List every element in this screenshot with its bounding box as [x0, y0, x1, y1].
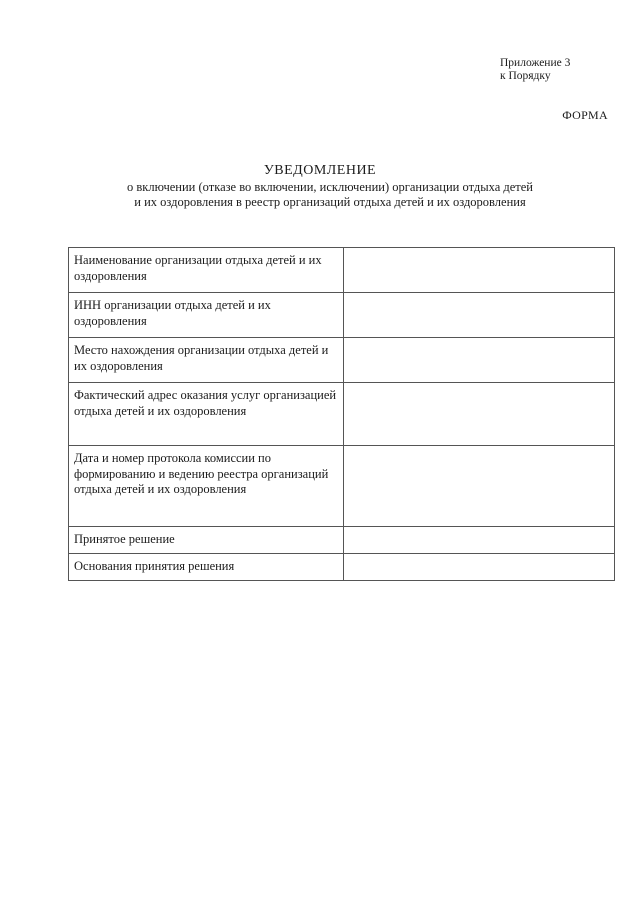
row-value-grounds [344, 554, 615, 581]
subtitle-line-2: и их оздоровления в реестр организаций отдыха детей и их оздоровления [134, 195, 526, 209]
table-row [69, 446, 615, 527]
table-row [69, 248, 615, 293]
row-label-actual-address: Фактический адрес оказания услуг организацией отдыха детей и их оздоровления [69, 383, 344, 446]
appendix-line-2: к Порядку [500, 70, 551, 82]
row-value-decision [344, 527, 615, 554]
table-row [69, 383, 615, 446]
row-label-organization-name: Наименование организации отдыха детей и их оздоровления [69, 248, 344, 293]
document-subtitle [40, 180, 620, 210]
row-label-protocol: Дата и номер протокола комиссии по формированию и ведению реестра организаций отдыха детей и их оздоровления [69, 446, 344, 527]
row-value-protocol [344, 446, 615, 527]
form-label: ФОРМА [562, 108, 608, 122]
row-label-inn: ИНН организации отдыха детей и их оздоровления [69, 293, 344, 338]
row-value-inn [344, 293, 615, 338]
appendix-line-1: Приложение 3 [500, 57, 571, 69]
table-row [69, 554, 615, 581]
subtitle-line-1: о включении (отказе во включении, исключении) организации отдыха детей [127, 180, 533, 194]
row-label-decision: Принятое решение [69, 527, 344, 554]
row-value-actual-address [344, 383, 615, 446]
appendix-note [500, 57, 570, 83]
table-row [69, 338, 615, 383]
table-row [69, 527, 615, 554]
document-title: УВЕДОМЛЕНИЕ [263, 163, 377, 178]
row-value-location [344, 338, 615, 383]
row-label-grounds: Основания принятия решения [69, 554, 344, 581]
notice-table [68, 247, 615, 581]
row-label-location: Место нахождения организации отдыха детей и их оздоровления [69, 338, 344, 383]
row-value-organization-name [344, 248, 615, 293]
table-row [69, 293, 615, 338]
